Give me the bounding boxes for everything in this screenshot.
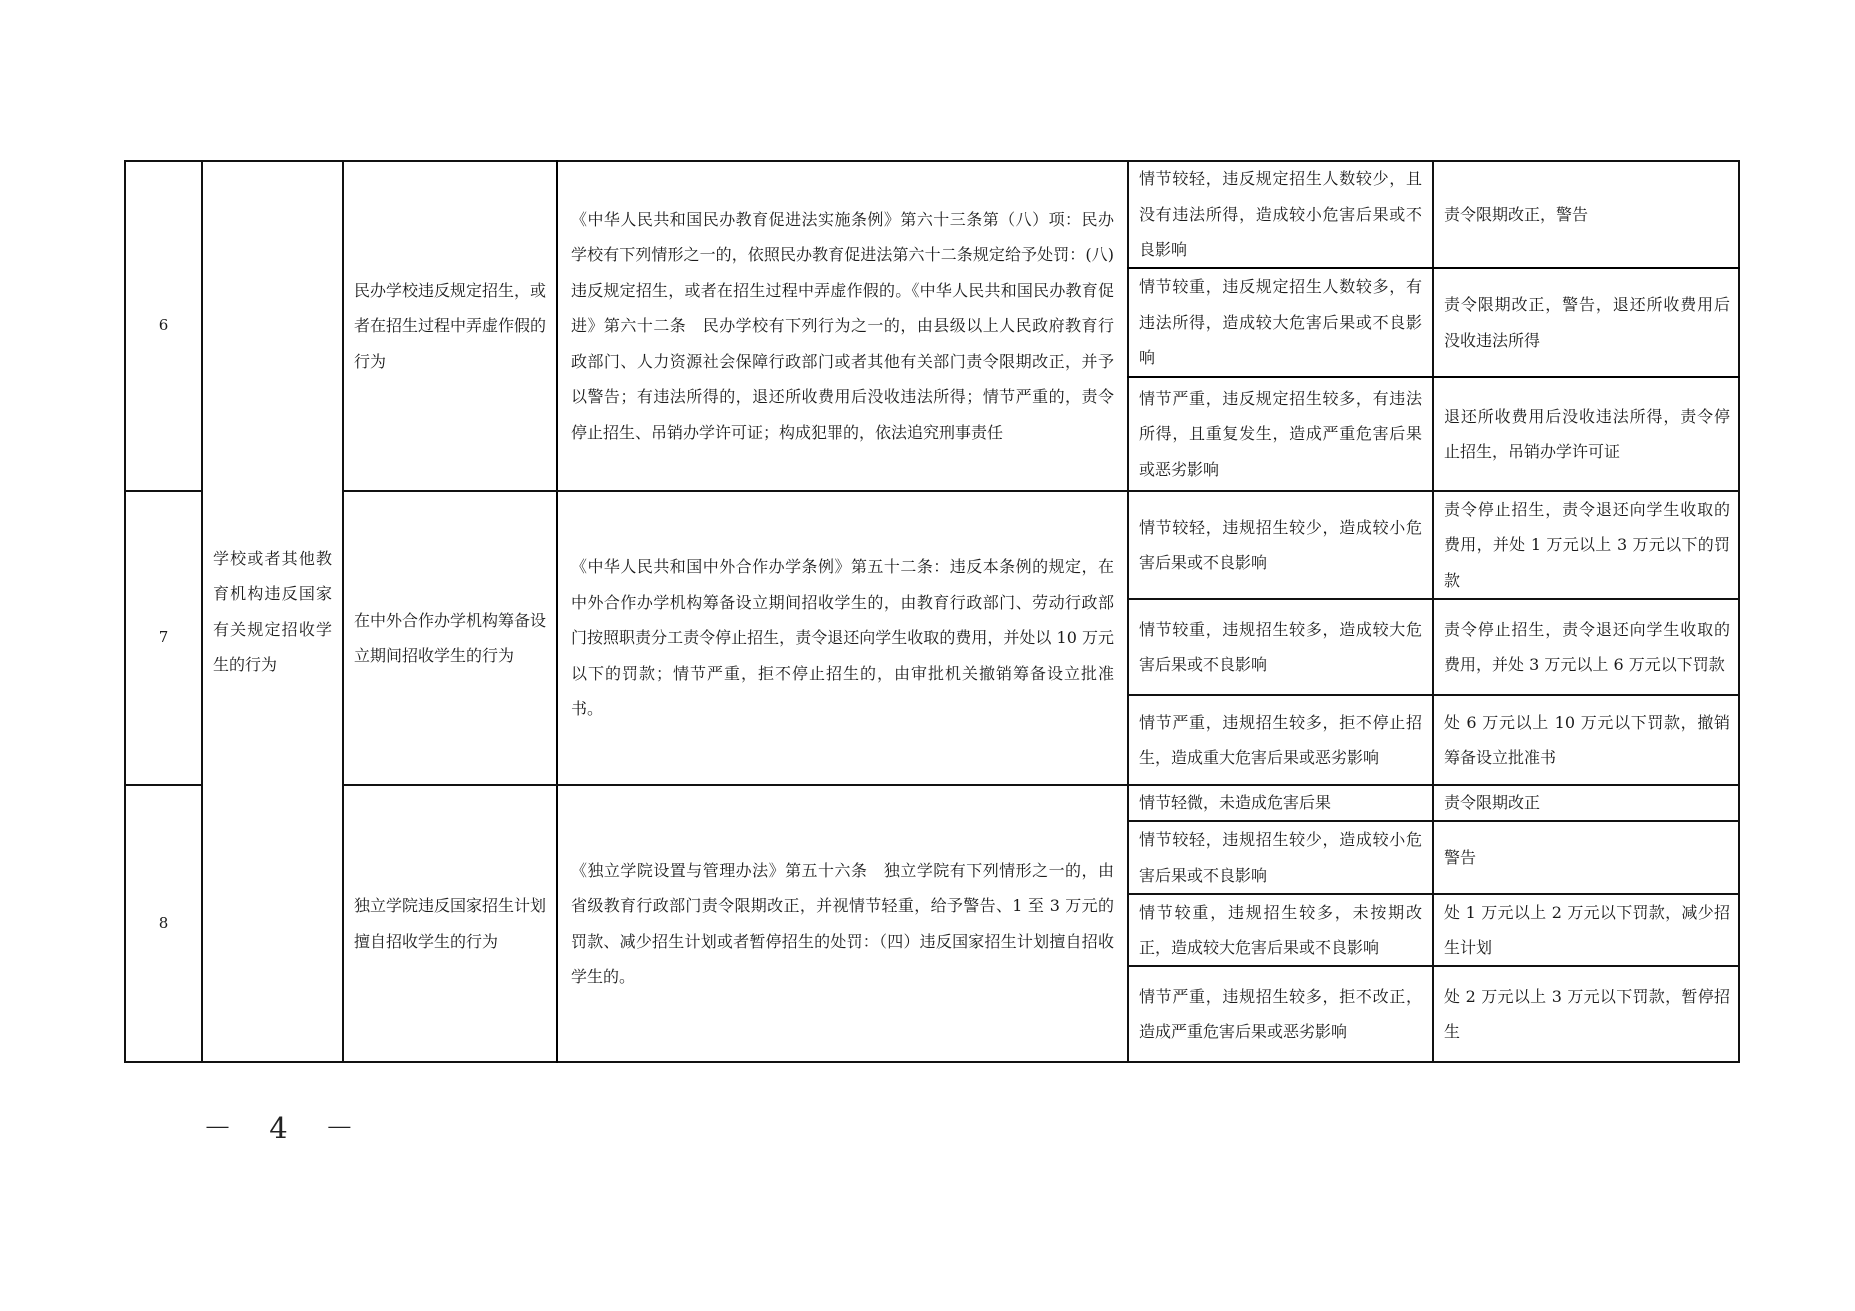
penalty-cell — [1434, 600, 1740, 694]
penalty-text: 责令限期改正 — [1444, 793, 1541, 813]
penalty-text: 处 6 万元以上 10 万元以下罚款，撤销筹备设立批准书 — [1444, 712, 1730, 767]
circumstance-text: 情节严重，违规招生较多，拒不改正，造成严重危害后果或恶劣影响 — [1139, 986, 1422, 1041]
penalty-cell — [1434, 696, 1740, 784]
circumstance-text: 情节较轻，违规招生较少，造成较小危害后果或不良影响 — [1139, 830, 1422, 885]
page-number: － 4 － — [203, 1111, 368, 1145]
penalty-cell — [1434, 269, 1740, 376]
penalty-cell — [1434, 822, 1740, 893]
circumstance-cell — [1129, 492, 1432, 598]
legal-basis-text: 《中华人民共和国民办教育促进法实施条例》第六十三条第（八）项：民办学校有下列情形之一的，依照民办教育促进法第六十二条规定给予处罚：(八)违反规定招生，或者在招生过程中弄虚作假的。《中华人民共和国民办教育促进》第六十二条 民办学校有下列行为之一的，由县级以上人民政府教育行政部门、人力资源社会保障行政部门或者其他有关部门责令限期改正，并予以警告；有违法所得的，退还所收费用后没收违法所得；情节严重的，责令停止招生、吊销办学许可证；构成犯罪的，依法追究刑事责任 — [571, 209, 1114, 442]
circumstance-cell — [1129, 786, 1432, 820]
circumstance-text: 情节较重，违规招生较多，造成较大危害后果或不良影响 — [1139, 619, 1422, 674]
behavior-text: 在中外合作办学机构筹备设立期间招收学生的行为 — [354, 610, 547, 665]
circumstance-cell — [1129, 696, 1432, 784]
circumstance-cell — [1129, 895, 1432, 965]
circumstance-text: 情节严重，违规招生较多，拒不停止招生，造成重大危害后果或恶劣影响 — [1139, 712, 1422, 767]
penalty-cell — [1434, 895, 1740, 965]
circumstance-cell — [1129, 269, 1432, 376]
penalty-text: 责令限期改正，警告，退还所收费用后没收违法所得 — [1444, 295, 1730, 350]
category-text: 学校或者其他教育机构违反国家有关规定招收学生的行为 — [213, 548, 332, 674]
category-cell — [203, 162, 342, 1061]
row-number-cell — [126, 786, 201, 1061]
circumstance-cell — [1129, 967, 1432, 1061]
circumstance-cell — [1129, 378, 1432, 490]
penalty-text: 责令停止招生，责令退还向学生收取的费用，并处 3 万元以上 6 万元以下罚款 — [1444, 619, 1730, 674]
behavior-text: 独立学院违反国家招生计划擅自招收学生的行为 — [354, 896, 547, 951]
circumstance-text: 情节较重，违反规定招生人数较多，有违法所得，造成较大危害后果或不良影响 — [1139, 277, 1422, 368]
row-number-cell — [126, 162, 201, 490]
row-number-cell — [126, 492, 201, 784]
behavior-text: 民办学校违反规定招生，或者在招生过程中弄虚作假的行为 — [354, 280, 547, 371]
behavior-cell — [344, 162, 556, 490]
legal-basis-cell — [558, 162, 1127, 490]
legal-basis-cell — [558, 786, 1127, 1061]
penalty-text: 处 2 万元以上 3 万元以下罚款，暂停招生 — [1444, 986, 1730, 1041]
circumstance-text: 情节严重，违反规定招生较多，有违法所得，且重复发生，造成严重危害后果或恶劣影响 — [1139, 388, 1422, 479]
circumstance-text: 情节较重，违规招生较多，未按期改正，造成较大危害后果或不良影响 — [1139, 902, 1422, 957]
legal-basis-text: 《中华人民共和国中外合作办学条例》第五十二条：违反本条例的规定，在中外合作办学机构筹备设立期间招收学生的，由教育行政部门、劳动行政部门按照职责分工责令停止招生，责令退还向学生收取的费用，并处以 10 万元以下的罚款；情节严重，拒不停止招生的，由审批机关撤销筹备设立批准书。 — [571, 557, 1114, 719]
row-number: 8 — [158, 913, 169, 932]
legal-basis-text: 《独立学院设置与管理办法》第五十六条 独立学院有下列情形之一的，由省级教育行政部门责令限期改正，并视情节轻重，给予警告、1 至 3 万元的罚款、减少招生计划或者暂停招生的处罚：（四）违反国家招生计划擅自招收学生的。 — [571, 860, 1114, 986]
circumstance-text: 情节较轻，违反规定招生人数较少，且没有违法所得，造成较小危害后果或不良影响 — [1139, 169, 1422, 260]
behavior-cell — [344, 492, 556, 784]
penalty-text: 责令停止招生，责令退还向学生收取的费用，并处 1 万元以上 3 万元以下的罚款 — [1444, 499, 1730, 590]
penalty-cell — [1434, 162, 1740, 267]
row-number: 6 — [158, 316, 169, 335]
penalty-cell — [1434, 378, 1740, 490]
circumstance-cell — [1129, 822, 1432, 893]
circumstance-cell — [1129, 162, 1432, 267]
penalty-text: 处 1 万元以上 2 万元以下罚款，减少招生计划 — [1444, 902, 1730, 957]
circumstance-cell — [1129, 600, 1432, 694]
penalty-text: 责令限期改正，警告 — [1444, 204, 1589, 224]
penalty-cell — [1434, 967, 1740, 1061]
penalty-text: 退还所收费用后没收违法所得，责令停止招生，吊销办学许可证 — [1444, 406, 1730, 461]
penalty-text: 警告 — [1444, 847, 1477, 867]
row-number: 7 — [158, 628, 169, 647]
penalty-cell — [1434, 786, 1740, 820]
behavior-cell — [344, 786, 556, 1061]
penalty-cell — [1434, 492, 1740, 598]
circumstance-text: 情节较轻，违规招生较少，造成较小危害后果或不良影响 — [1139, 517, 1422, 572]
circumstance-text: 情节轻微，未造成危害后果 — [1139, 793, 1332, 813]
legal-basis-cell — [558, 492, 1127, 784]
